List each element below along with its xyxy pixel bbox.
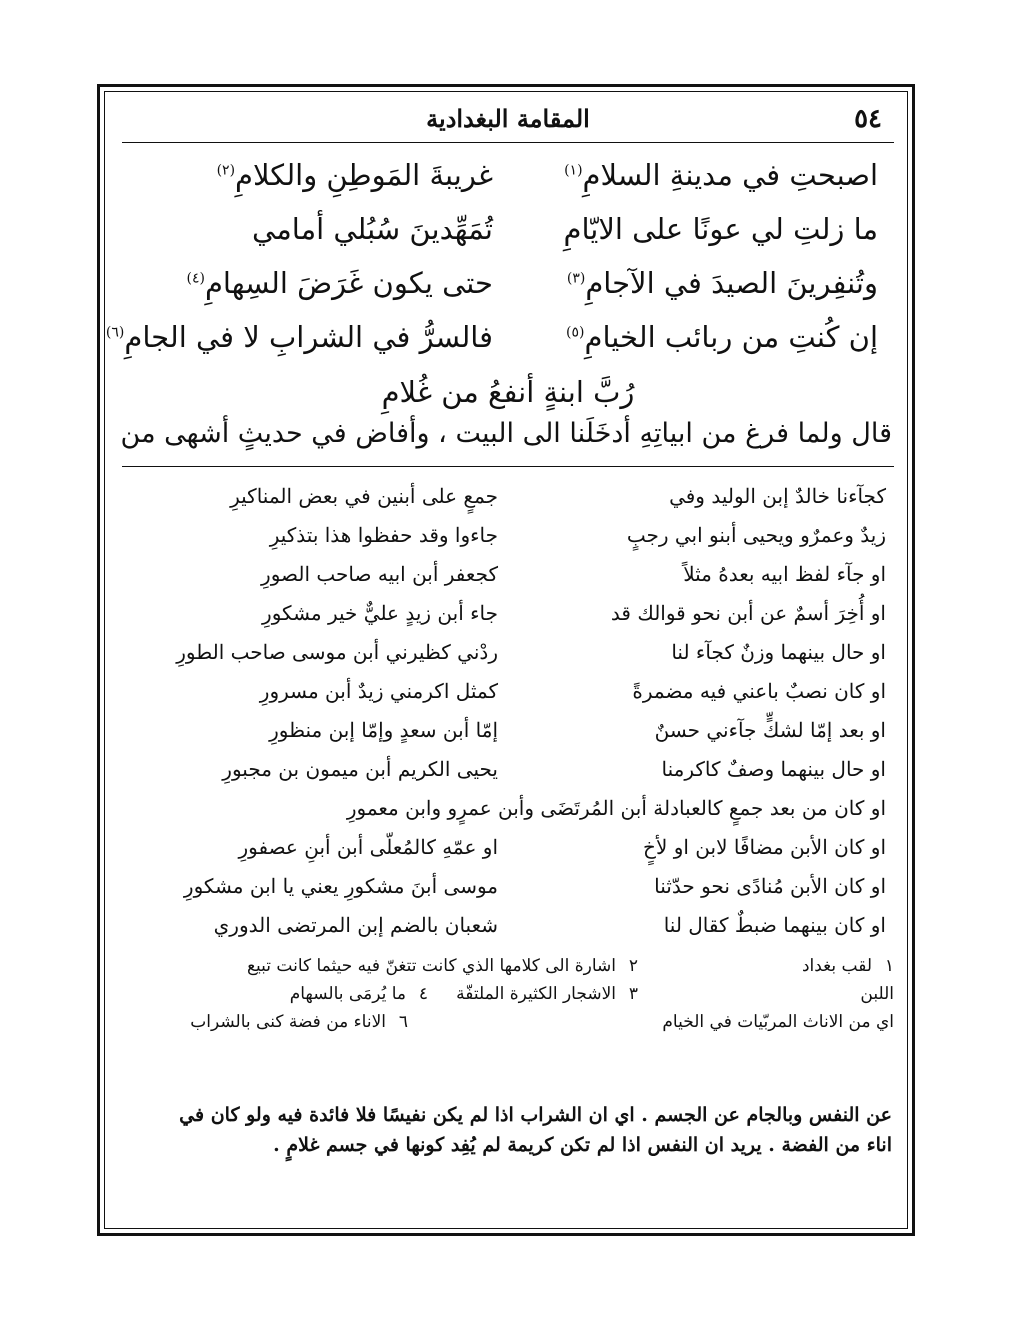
hemistich-left: جمعٍ على أبنين في بعض المناكيرِ bbox=[230, 484, 498, 508]
grammar-verse bbox=[118, 675, 898, 714]
note-ref: (٢) bbox=[216, 162, 236, 179]
hemistich-left: جاءوا وقد حفظوا هذا بتذكيرِ bbox=[269, 523, 498, 547]
poem-verse bbox=[118, 206, 898, 260]
grammar-verse bbox=[118, 636, 898, 675]
hemistich-right: اصبحتِ في مدينةِ السلامِ bbox=[582, 158, 878, 192]
running-title: المقامة البغدادية bbox=[426, 104, 590, 133]
book-page bbox=[105, 96, 898, 1216]
hemistich-right: او أُخِرَ أسمٌ عن أبن نحو قوالك قد bbox=[610, 601, 886, 625]
hemistich-right: وتُنفِرينَ الصيدَ في الآجامِ bbox=[585, 266, 878, 300]
grammar-verse bbox=[118, 753, 898, 792]
footnote-text: الاناء من فضة كنى بالشراب bbox=[190, 1012, 386, 1032]
hemistich-left: موسى أبنَ مشكورِ يعني يا ابن مشكورِ bbox=[183, 874, 498, 898]
hemistich-right: او جآء لفظ ابيه بعدهُ مثلاً bbox=[683, 562, 886, 586]
commentary-line: اناء من الفضة . يريد ان النفس اذا لم تكن كريمة لم يُفِد كونها في جسم غلامٍ . bbox=[273, 1134, 892, 1156]
hemistich-right: او حال بينهما وزنٌ كجآء لنا bbox=[671, 640, 886, 664]
note-ref: (٣) bbox=[566, 270, 586, 287]
poem-verse bbox=[105, 314, 898, 368]
hemistich-left: كمثل اكرمني زيدٌ أبن مسرورِ bbox=[259, 679, 498, 703]
grammar-verse bbox=[118, 480, 898, 519]
section-rule bbox=[122, 466, 894, 467]
poem-verse bbox=[118, 152, 898, 206]
commentary bbox=[124, 1100, 892, 1160]
grammar-verse bbox=[118, 714, 898, 753]
footnote-number: ١ bbox=[884, 956, 894, 976]
hemistich-left: يحيى الكريم أبن ميمون بن مجبورِ bbox=[222, 757, 498, 781]
hemistich-left: ردْني كظيرني أبن موسى صاحب الطورِ bbox=[176, 640, 498, 664]
hemistich-right: زيدٌ وعمرٌو ويحيى أبنو ابي رجبٍ bbox=[626, 523, 886, 547]
hemistich-left: شعبان بالضم إبن المرتضى الدوري bbox=[213, 913, 498, 937]
footnote-number: ٢ bbox=[628, 956, 638, 976]
hemistich-full: او كان من بعد جمعٍ كالعبادلة أبن المُرتَضَى وأبن عمرٍو وابن معمورِ bbox=[346, 796, 886, 820]
note-ref: (١) bbox=[564, 162, 583, 179]
footnote-text: الاشجار الكثيرة الملتفّة bbox=[456, 984, 616, 1004]
hemistich-right: او بعد إمّا لشكٍّ جآءني حسنٌ bbox=[654, 718, 886, 742]
grammar-verse bbox=[118, 558, 898, 597]
grammar-verse bbox=[118, 792, 898, 831]
hemistich-right: او كان بينهما ضبطٌ كقال لنا bbox=[663, 913, 886, 937]
hemistich-left: غريبةَ المَوطِنِ والكلامِ bbox=[235, 158, 493, 192]
grammar-verse bbox=[118, 831, 898, 870]
hemistich-left: حتى يكون غَرَضَ السِهامِ bbox=[204, 266, 493, 300]
prose-line: قال ولما فرغ من ابياتِهِ أدخَلَنا الى البيت ، وأفاض في حديثٍ أشهى من bbox=[120, 418, 892, 449]
hemistich-left: كجعفر أبن ابيه صاحب الصورِ bbox=[261, 562, 498, 586]
commentary-line: عن النفس وبالجام عن الجسم . اي ان الشراب اذا لم يكن نفيسًا فلا فائدة فيه ولو كان في bbox=[179, 1104, 892, 1126]
hemistich-right: كجآءنا خالدٌ إبن الوليد وفي bbox=[669, 484, 886, 508]
final-verse: رُبَّ ابنةٍ أنفعُ من غُلامِ bbox=[381, 375, 635, 409]
footnote-text: لقب بغداد bbox=[801, 956, 872, 976]
footnote-number: ٣ bbox=[628, 984, 638, 1004]
hemistich-left: جاء أبن زيدٍ عليٌّ خير مشكورِ bbox=[262, 601, 498, 625]
footnote-text: اللبن bbox=[860, 984, 894, 1004]
grammar-verse bbox=[118, 870, 898, 909]
footnote-text: اي من الاناث المربّيات في الخيام bbox=[662, 1012, 894, 1032]
poem bbox=[105, 152, 898, 416]
page-number: ٥٤ bbox=[854, 104, 882, 134]
grammar-verse bbox=[118, 519, 898, 558]
hemistich-right: او كان الأبن مُنادًى نحو حدّثنا bbox=[654, 874, 886, 898]
footnote-text: اشارة الى كلامها الذي كانت تتغنّ فيه حيثما كانت تبيع bbox=[246, 956, 616, 976]
grammar-verse bbox=[118, 909, 898, 948]
hemistich-left: فالسرُّ في الشرابِ لا في الجامِ bbox=[124, 320, 493, 354]
hemistich-right: او حال بينهما وصفٌ كاكرمنا bbox=[661, 757, 886, 781]
footnote-row bbox=[118, 1010, 898, 1038]
grammar-poem bbox=[118, 480, 898, 948]
footnote-row bbox=[118, 954, 898, 982]
footnote-number: ٤ bbox=[418, 984, 428, 1004]
footnote-row bbox=[118, 982, 898, 1010]
poem-verse bbox=[118, 260, 898, 314]
hemistich-right: ما زلتِ لي عونًا على الايّامِ bbox=[563, 212, 878, 246]
grammar-verse bbox=[118, 597, 898, 636]
footnotes bbox=[118, 954, 898, 1038]
footnote-number: ٦ bbox=[398, 1012, 408, 1032]
hemistich-right: او كان الأبن مضافًا لابن او لأخٍ bbox=[643, 835, 886, 859]
header-rule bbox=[122, 142, 894, 143]
footnote-text: ما يُرمَى بالسهام bbox=[289, 984, 406, 1004]
note-ref: (٤) bbox=[186, 270, 205, 287]
note-ref: (٦) bbox=[105, 324, 125, 341]
hemistich-left: او عمّهِ كالمُعلّى أبن أبنِ عصفورِ bbox=[238, 835, 498, 859]
hemistich-left: تُمَهِّدينَ سُبُلي أمامي bbox=[252, 212, 493, 246]
hemistich-right: او كان نصبٌ باعني فيه مضمرةً bbox=[632, 679, 886, 703]
hemistich-right: إن كُنتِ من ربائب الخيامِ bbox=[584, 320, 878, 354]
hemistich-left: إمّا أبن سعدٍ وإمّا إبن منظورِ bbox=[269, 718, 498, 742]
note-ref: (٥) bbox=[566, 324, 585, 341]
page-header bbox=[118, 100, 898, 140]
